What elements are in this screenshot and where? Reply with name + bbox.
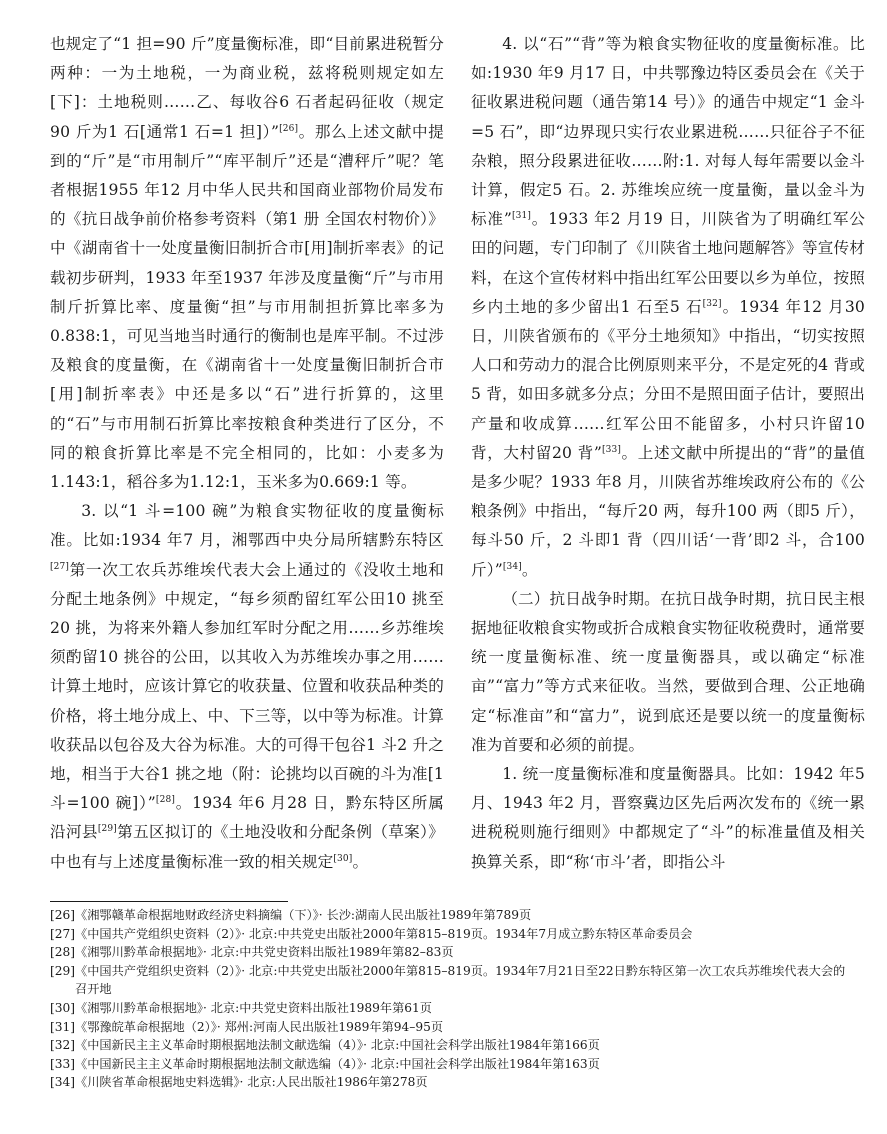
- footnote-31: [31] 《鄂豫皖革命根据地（2）》· 郑州:河南人民出版社1989年第94–95页: [50, 1019, 444, 1034]
- footnote-ref-32[interactable]: [32]: [702, 298, 722, 309]
- footnote-34: [34] 《川陕省革命根据地史料选辑》· 北京:人民出版社1986年第278页: [50, 1075, 428, 1090]
- footnote-28: [28] 《湘鄂川黔革命根据地》· 北京:中共党史资料出版社1989年第82–83页: [50, 945, 454, 960]
- footnote-27: [27] 《中国共产党组织史资料（2）》· 北京:中共党史出版社2000年第815–819页。1934年7月成立黔东特区革命委员会: [50, 926, 693, 941]
- footnote-32: [32] 《中国新民主主义革命时期根据地法制文献选编（4）》· 北京:中国社会科学出版社1984年第166页: [50, 1038, 600, 1053]
- right-column: [471, 30, 865, 877]
- section-heading-paragraph: （二）抗日战争时期。在抗日战争时期，抗日民主根据地征收粮食实物或折合成粮食实物征收税费时，通常要统一度量衡标准、统一度量衡器具，或以确定“标准亩”“富力”等方式来征收。当然，要做到合理、公正地确定“标准亩”和“富力”，说到底还是要以统一的度量衡标准为首要和必须的前提。: [471, 589, 865, 754]
- footnote-ref-26[interactable]: [26]: [279, 123, 299, 134]
- footnote-33: [33] 《中国新民主主义革命时期根据地法制文献选编（4）》· 北京:中国社会科学出版社1984年第163页: [50, 1056, 600, 1071]
- footnote-26: [26] 《湘鄂赣革命根据地财政经济史料摘编（下）》· 长沙:湖南人民出版社1989年第789页: [50, 908, 532, 922]
- footnote-ref-33[interactable]: [33]: [602, 444, 622, 455]
- paragraph-continued: 也规定了“1 担=90 斤”度量衡标准，即“目前累进税暂分两种：一为土地税，一为商业税，兹将税则规定如左[下]：土地税则……乙、每收谷6 石者起码征收（规定90 斤为1 石[通常1 石=1 担]）”[26]。那么上述文献中提到的“斤”是“市用制斤”“库平制斤”还是“漕秤斤”呢？笔者根据1955 年12 月中华人民共和国商业部物价局发布的《抗日战争前价格参考资料（第1 册 全国农村物价）》中《湖南省十一处度量衡旧制折合市[用]制折率表》的记载初步研判，1933 年至1937 年涉及度量衡“斤”与市用制斤折算比率、度量衡“担”与市用制担折算比率多为0.838:1，可见当地当时通行的衡制也是库平制。不过涉及粮食的度量衡，在《湖南省十一处度量衡旧制折合市[用]制折率表》中还是多以“石”进行折算的，这里的“石”与市用制石折算比率按粮食种类进行了区分，不同的粮食折算比率是不完全相同的，比如：小麦多为1.143:1，稻谷多为1.12:1，玉米多为0.669:1 等。: [50, 35, 444, 492]
- footnote-29: [29] 《中国共产党组织史资料（2）》· 北京:中共党史出版社2000年第815–819页。1934年7月21日至22日黔东特区第一次工农兵苏维埃代表大会的召开地: [50, 963, 846, 997]
- footnote-ref-28[interactable]: [28]: [155, 795, 175, 806]
- footnote-ref-27[interactable]: [27]: [50, 561, 70, 572]
- footnote-divider: [50, 901, 288, 902]
- footnote-30: [30] 《湘鄂川黔革命根据地》· 北京:中共党史资料出版社1989年第61页: [50, 1000, 432, 1015]
- paragraph-item-1: 1. 统一度量衡标准和度量衡器具。比如：1942 年5 月、1943 年2 月，晋察冀边区先后两次发布的《统一累进税税则施行细则》中都规定了“斗”的标准量值及相关换算关系，即“称‘市斗’者，即指公斗: [471, 765, 865, 871]
- footnote-ref-34[interactable]: [34]: [502, 561, 522, 572]
- footnote-ref-31[interactable]: [31]: [511, 211, 532, 222]
- paragraph-item-3: 3. 以“1 斗=100 碗”为粮食实物征收的度量衡标准。比如:1934 年7 月，湘鄂西中央分局所辖黔东特区[27]第一次工农兵苏维埃代表大会上通过的《没收土地和分配土地条例》中规定，“每乡须酌留红军公田10 挑至20 挑，为将来外籍人参加红军时分配之用……乡苏维埃须酌留10 挑谷的公田，以其收入为苏维埃办事之用……计算土地时，应该计算它的收获量、位置和收获品种类的价格，将土地分成上、中、下三等，以中等为标准。计算收获品以包谷及大谷为标准。大的可得干包谷1 斗2 升之地，相当于大谷1 挑之地（附：论挑均以百碗的斗为准[1 斗=100 碗]）”[28]。1934 年6 月28 日，黔东特区所属沿河县[29]第五区拟订的《土地没收和分配条例（草案）》中也有与上述度量衡标准一致的相关规定[30]。: [50, 502, 444, 871]
- footnotes: [50, 906, 850, 1092]
- footnote-ref-30[interactable]: [30]: [333, 853, 353, 864]
- left-column: [50, 30, 444, 877]
- paragraph-item-4: 4. 以“石”“背”等为粮食实物征收的度量衡标准。比如:1930 年9 月17 日，中共鄂豫边特区委员会在《关于征收累进税问题（通告第14 号）》的通告中规定“1 金斗=5 石”，即“边界现只实行农业累进税……只征谷子不征杂粮，照分段累进征收……附:1. 对每人每年需要以金斗计算，假定5 石。2. 苏维埃应统一度量衡，量以金斗为标准”[31]。1933 年2 月19 日，川陕省为了明确红军公田的问题，专门印制了《川陕省土地问题解答》等宣传材料，在这个宣传材料中指出红军公田要以乡为单位，按照乡内土地的多少留出1 石至5 石[32]。1934 年12 月30 日，川陕省颁布的《平分土地须知》中指出，“切实按照人口和劳动力的混合比例原则来平分，不是定死的4 背或5 背，如田多就多分点；分田不是照田面子估计，要照出产量和收成算……红军公田不能留多，小村只许留10 背，大村留20 背”[33]。上述文献中所提出的“背”的量值是多少呢？1933 年8 月，川陕省苏维埃政府公布的《公粮条例》中指出，“每斤20 两，每升100 两（即5 斤），每斗50 斤，2 斗即1 背（四川话‘一背’即2 斗，合100 斤）”[34]。: [471, 35, 866, 579]
- footnote-ref-29[interactable]: [29]: [97, 824, 117, 835]
